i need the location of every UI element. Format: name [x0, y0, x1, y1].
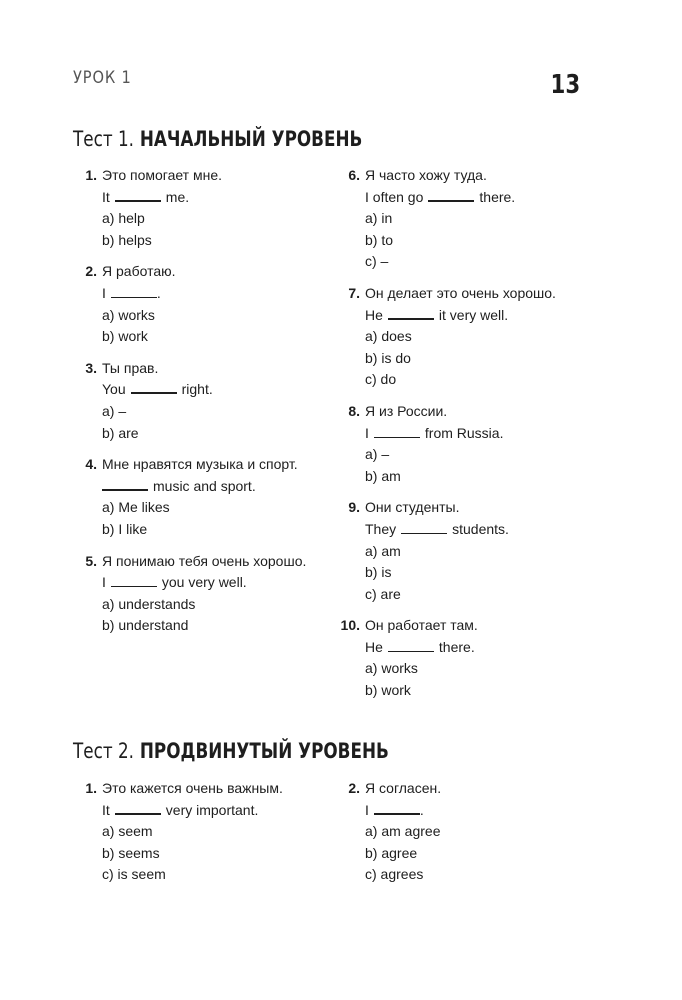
answer-blank [111, 573, 157, 587]
question-number: 1. [85, 167, 97, 183]
answer-option: c) do [365, 371, 397, 388]
test-2-title [73, 739, 389, 763]
question-russian: Они студенты. [365, 499, 460, 516]
question-item [336, 778, 606, 886]
question-item [73, 165, 323, 251]
question-russian: Я понимаю тебя очень хорошо. [102, 552, 307, 569]
answer-blank [401, 520, 447, 534]
test-1-right-column [336, 165, 606, 712]
question-item [73, 358, 323, 444]
answer-blank [388, 305, 434, 320]
answer-option: a) seem [102, 823, 153, 840]
sentence-end: very important. [165, 801, 259, 818]
question-number: 5. [85, 552, 97, 569]
test-2-level: ПРОДВИНУТЫЙ УРОВЕНЬ [139, 739, 389, 763]
sentence-end: there. [479, 188, 516, 205]
question-item [73, 778, 323, 886]
sentence-end: you very well. [161, 574, 247, 591]
test-1-label: Тест 1. [73, 127, 134, 151]
question-number: 2. [85, 263, 97, 280]
test-1-left-column [73, 165, 323, 647]
answer-option: b) agree [365, 844, 418, 861]
answer-option: a) Me likes [102, 499, 170, 516]
test-2-label: Тест 2. [73, 739, 134, 763]
question-russian: Это кажется очень важным. [102, 780, 283, 796]
question-item [73, 454, 323, 540]
answer-option: a) am agree [365, 823, 441, 840]
test-2-right-column [336, 778, 606, 896]
answer-option: c) is seem [102, 866, 166, 883]
question-number: 7. [348, 284, 360, 301]
sentence-end: it very well. [438, 306, 509, 323]
question-item [73, 551, 323, 637]
question-number: 1. [85, 780, 97, 796]
question-english [365, 519, 606, 541]
question-english [365, 187, 606, 209]
sentence-end: right. [181, 381, 213, 398]
question-english [102, 476, 323, 498]
question-russian: Это помогает мне. [102, 167, 223, 183]
lesson-label: УРОК 1 [73, 68, 132, 88]
question-english [102, 379, 323, 401]
answer-option: b) seems [102, 844, 160, 861]
sentence-end: . [419, 801, 424, 818]
sentence-start: He [365, 306, 383, 323]
question-russian: Я согласен. [365, 780, 442, 796]
answer-option: b) am [365, 467, 401, 484]
answer-option: c) are [365, 585, 401, 602]
answer-option: b) is do [365, 349, 411, 366]
question-item [336, 283, 606, 391]
sentence-end: me. [165, 188, 190, 205]
answer-blank [374, 800, 420, 815]
answer-option: a) does [365, 328, 412, 345]
sentence-start: I [102, 284, 106, 301]
answer-option: a) – [102, 402, 127, 419]
answer-option: a) help [102, 210, 145, 227]
question-number: 3. [85, 359, 97, 376]
sentence-start: It [102, 801, 110, 818]
answer-option: b) helps [102, 231, 152, 248]
sentence-start: I [365, 801, 369, 818]
question-number: 9. [348, 499, 360, 516]
question-number: 6. [348, 167, 360, 183]
answer-option: c) agrees [365, 866, 424, 883]
answer-blank [111, 284, 157, 298]
answer-option: b) is [365, 564, 392, 581]
question-english [102, 187, 323, 209]
sentence-start: I often go [365, 188, 424, 205]
question-english [102, 800, 323, 822]
question-russian: Ты прав. [102, 359, 159, 376]
answer-option: b) are [102, 424, 139, 441]
question-russian: Он работает там. [365, 617, 478, 634]
answer-option: a) am [365, 542, 401, 559]
question-english [102, 283, 323, 305]
sentence-start: It [102, 188, 110, 205]
question-number: 2. [348, 780, 360, 796]
sentence-end: students. [452, 520, 509, 537]
answer-blank [388, 638, 434, 652]
test-1-title [73, 127, 362, 151]
question-english [102, 572, 323, 594]
answer-blank [115, 187, 161, 202]
sentence-start: I [365, 424, 369, 441]
question-english [365, 800, 606, 822]
sentence-end: there. [438, 638, 475, 655]
answer-option: a) works [102, 306, 155, 323]
answer-blank [115, 800, 161, 815]
answer-option: b) work [102, 328, 148, 345]
page-number: 13 [550, 70, 580, 100]
sentence-end: music and sport. [153, 477, 256, 494]
question-english [365, 637, 606, 659]
answer-option: a) works [365, 660, 418, 677]
question-item [336, 165, 606, 273]
question-item [73, 261, 323, 347]
answer-option: c) – [365, 253, 389, 270]
answer-option: a) – [365, 446, 390, 463]
question-russian: Он делает это очень хорошо. [365, 284, 556, 301]
question-item [336, 401, 606, 487]
question-russian: Я работаю. [102, 263, 176, 280]
answer-blank [102, 476, 148, 491]
answer-blank [131, 379, 177, 394]
answer-option: a) in [365, 210, 393, 227]
answer-blank [428, 187, 474, 202]
answer-option: b) work [365, 682, 411, 699]
test-2-left-column [73, 778, 323, 896]
question-number: 4. [85, 456, 97, 473]
sentence-start: He [365, 638, 383, 655]
question-item [336, 497, 606, 605]
sentence-start: They [365, 520, 397, 537]
answer-option: b) to [365, 231, 394, 248]
question-russian: Мне нравятся музыка и спорт. [102, 456, 298, 473]
sentence-start: You [102, 381, 126, 398]
question-english [365, 423, 606, 445]
question-russian: Я часто хожу туда. [365, 167, 487, 183]
question-item [336, 615, 606, 701]
question-number: 10. [340, 617, 360, 634]
test-1-level: НАЧАЛЬНЫЙ УРОВЕНЬ [139, 127, 363, 151]
question-russian: Я из России. [365, 402, 448, 419]
answer-option: b) I like [102, 520, 148, 537]
sentence-end: . [156, 284, 161, 301]
answer-blank [374, 424, 420, 438]
question-english [365, 305, 606, 327]
answer-option: a) understands [102, 595, 196, 612]
sentence-start: I [102, 574, 106, 591]
question-number: 8. [348, 402, 360, 419]
answer-option: b) understand [102, 617, 189, 634]
sentence-end: from Russia. [424, 424, 504, 441]
